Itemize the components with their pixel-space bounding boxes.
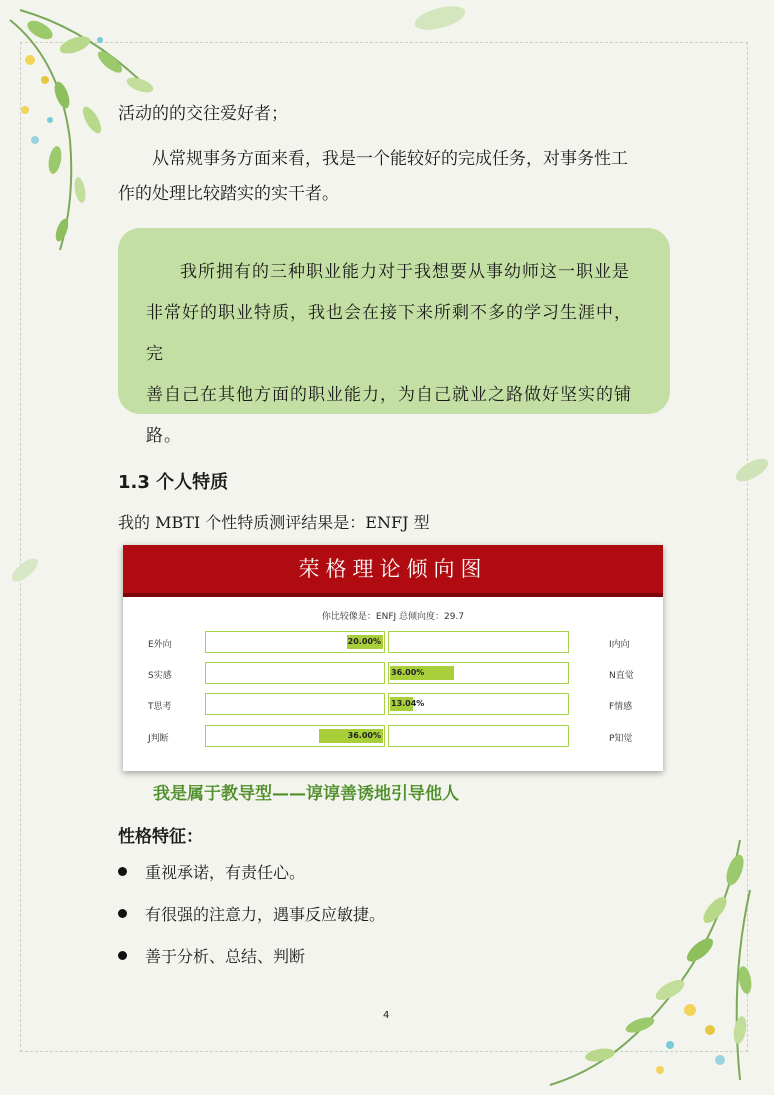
left-bar-track <box>205 693 385 715</box>
callout-line-2: 非常好的职业特质，我也会在接下来所剩不多的学习生涯中，完 <box>146 303 632 364</box>
body-line-1: 活动的的交往爱好者； <box>118 104 288 124</box>
leaf-decoration-top-left <box>0 0 200 260</box>
body-line-2: 从常规事务方面来看，我是一个能较好的完成任务，对事务性工 <box>152 149 628 169</box>
chart-row <box>123 693 663 717</box>
personality-type-line: 我是属于教导型——谆谆善诱地引导他人 <box>153 784 459 804</box>
row-left-label: J判断 <box>148 734 169 744</box>
callout-line-3: 善自己在其他方面的职业能力，为自己就业之路做好坚实的铺 <box>146 385 632 405</box>
bullet-icon <box>118 909 127 918</box>
row-right-label: I内向 <box>609 640 630 650</box>
chart-row <box>123 662 663 686</box>
row-left-label: S实感 <box>148 671 172 681</box>
trait-item <box>118 860 305 883</box>
chart-title: 荣格理论倾向图 <box>123 545 663 597</box>
right-bar-track <box>388 725 569 747</box>
trait-text: 有很强的注意力，遇事反应敏捷。 <box>145 905 386 924</box>
tendency-bar: 36.00% <box>390 666 454 680</box>
highlight-callout <box>118 228 670 446</box>
body-line-3: 作的处理比较踏实的实干者。 <box>118 184 339 204</box>
chart-row <box>123 631 663 655</box>
chart-subtitle: 你比较像是：ENFJ 总倾向度：29.7 <box>321 612 465 622</box>
right-bar-track <box>388 631 569 653</box>
jung-tendency-chart <box>123 545 663 771</box>
page-number: 4 <box>383 1010 390 1021</box>
tendency-bar: 20.00% <box>347 635 383 649</box>
callout-line-4: 路。 <box>146 426 182 446</box>
row-right-label: P知觉 <box>609 734 633 744</box>
row-right-label: F情感 <box>609 702 633 712</box>
bullet-icon <box>118 867 127 876</box>
left-bar-track <box>205 725 385 747</box>
row-right-label: N直觉 <box>609 671 634 681</box>
leaf-decoration-right-middle <box>730 450 774 490</box>
row-left-label: T思考 <box>148 702 172 712</box>
leaf-decoration-bottom-right <box>540 830 774 1095</box>
traits-heading: 性格特征： <box>118 827 203 847</box>
callout-line-1: 我所拥有的三种职业能力对于我想要从事幼师这一职业是 <box>180 262 630 282</box>
chart-row <box>123 725 663 749</box>
right-bar-track <box>388 693 569 715</box>
tendency-bar: 13.04% <box>390 697 413 711</box>
leaf-decoration-left-middle <box>5 550 45 590</box>
left-bar-track <box>205 631 385 653</box>
trait-item <box>118 902 385 925</box>
row-left-label: E外向 <box>148 640 172 650</box>
leaf-decoration-top-right <box>400 0 500 40</box>
mbti-result-line: 我的 MBTI 个性特质测评结果是：ENFJ 型 <box>118 513 430 532</box>
section-heading: 1.3 个人特质 <box>118 472 229 493</box>
tendency-bar: 36.00% <box>319 729 383 743</box>
right-bar-track <box>388 662 569 684</box>
bullet-icon <box>118 951 127 960</box>
trait-text: 重视承诺，有责任心。 <box>145 863 306 882</box>
left-bar-track <box>205 662 385 684</box>
trait-item <box>118 944 305 967</box>
trait-text: 善于分析、总结、判断 <box>145 947 306 966</box>
